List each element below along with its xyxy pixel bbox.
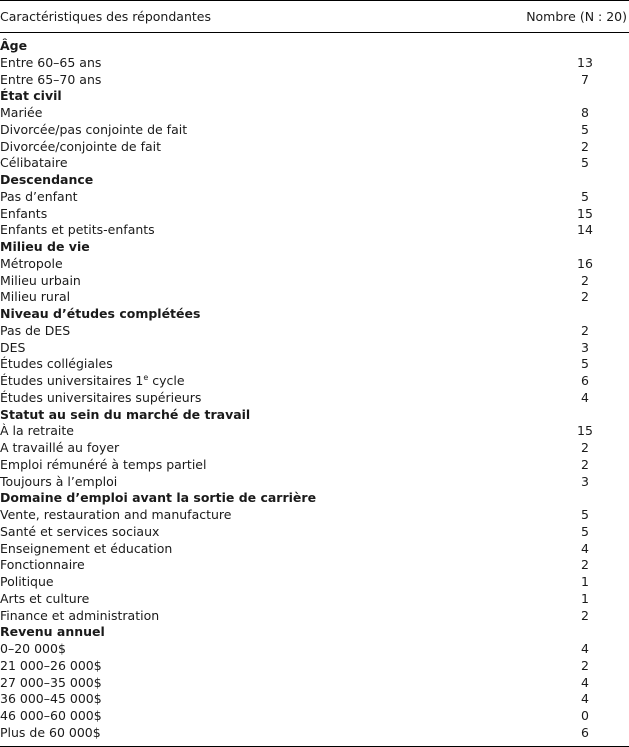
row-label-text: Entre 60–65 ans bbox=[0, 54, 102, 70]
row-value: 2 bbox=[581, 138, 589, 154]
row-label bbox=[0, 323, 70, 340]
row-label-text: DES bbox=[0, 339, 26, 355]
row-label bbox=[0, 574, 54, 591]
row-value: 4 bbox=[581, 540, 589, 556]
row-label bbox=[0, 340, 25, 357]
row-label-text: Études universitaires 1 bbox=[0, 373, 144, 388]
row-label bbox=[0, 708, 102, 725]
table-row bbox=[0, 323, 629, 340]
row-value: 16 bbox=[577, 255, 593, 271]
table-row bbox=[0, 524, 629, 541]
section-title-label: Niveau d’études complétées bbox=[0, 306, 201, 321]
section-title-label: Statut au sein du marché de travail bbox=[0, 406, 251, 422]
header-count: Nombre (N : 20) bbox=[526, 9, 627, 24]
row-label-text: Métropole bbox=[0, 255, 63, 271]
table-row bbox=[0, 457, 629, 474]
row-value: 5 bbox=[581, 523, 589, 539]
row-label bbox=[0, 608, 159, 625]
row-label-text: Vente, restauration and manufacture bbox=[0, 507, 232, 522]
row-value: 2 bbox=[581, 657, 589, 673]
row-label bbox=[0, 155, 68, 172]
row-value: 2 bbox=[581, 557, 589, 573]
row-label-text: 21 000–26 000$ bbox=[0, 657, 102, 673]
table-row bbox=[0, 122, 629, 139]
row-label-text: Enseignement et éducation bbox=[0, 540, 173, 556]
row-label bbox=[0, 273, 81, 290]
table-row bbox=[0, 708, 629, 725]
section-title bbox=[0, 306, 629, 323]
table-row bbox=[0, 390, 629, 407]
row-label bbox=[0, 122, 187, 139]
row-value: 7 bbox=[581, 71, 589, 87]
table-row bbox=[0, 474, 629, 491]
row-value: 4 bbox=[581, 389, 589, 405]
row-label-text: Entre 65–70 ans bbox=[0, 71, 102, 87]
row-value: 15 bbox=[577, 423, 593, 439]
row-label bbox=[0, 105, 42, 122]
row-label bbox=[0, 457, 206, 474]
row-value: 8 bbox=[581, 105, 589, 120]
table-row bbox=[0, 440, 629, 457]
table-row bbox=[0, 691, 629, 708]
row-label-text: Arts et culture bbox=[0, 590, 90, 606]
row-label-suffix: cycle bbox=[148, 373, 185, 388]
table-row bbox=[0, 507, 629, 524]
section-title bbox=[0, 407, 629, 424]
row-label-text: Milieu rural bbox=[0, 289, 71, 305]
table-row bbox=[0, 725, 629, 742]
table-row bbox=[0, 591, 629, 608]
row-label bbox=[0, 289, 70, 306]
row-label bbox=[0, 541, 172, 558]
table-row bbox=[0, 373, 629, 390]
row-value: 5 bbox=[581, 356, 589, 372]
bottom-rule bbox=[0, 746, 629, 747]
row-label-text: Enfants et petits-enfants bbox=[0, 222, 155, 238]
table-row bbox=[0, 189, 629, 206]
table-row bbox=[0, 289, 629, 306]
row-label bbox=[0, 206, 47, 223]
section-title-label: Milieu de vie bbox=[0, 239, 90, 254]
row-label-text: Divorcée/conjointe de fait bbox=[0, 138, 162, 154]
row-value: 5 bbox=[581, 188, 589, 204]
row-label bbox=[0, 423, 74, 440]
table-row bbox=[0, 356, 629, 373]
row-value: 5 bbox=[581, 121, 589, 137]
table-body bbox=[0, 33, 629, 742]
table-row bbox=[0, 658, 629, 675]
row-label-text: 27 000–35 000$ bbox=[0, 674, 102, 690]
section-title-label: Âge bbox=[0, 38, 28, 53]
row-label bbox=[0, 507, 231, 524]
table-row bbox=[0, 574, 629, 591]
row-value: 4 bbox=[581, 641, 589, 656]
row-label-text: Emploi rémunéré à temps partiel bbox=[0, 456, 207, 472]
row-value: 6 bbox=[581, 373, 589, 388]
row-label bbox=[0, 691, 102, 708]
table-row bbox=[0, 206, 629, 223]
row-value: 2 bbox=[581, 322, 589, 338]
row-value: 4 bbox=[581, 674, 589, 690]
table-row bbox=[0, 139, 629, 156]
row-label bbox=[0, 222, 155, 239]
row-label bbox=[0, 725, 101, 742]
row-value: 6 bbox=[581, 724, 589, 740]
table-row bbox=[0, 55, 629, 72]
row-label bbox=[0, 440, 119, 457]
row-label-text: 46 000–60 000$ bbox=[0, 708, 102, 723]
row-value: 2 bbox=[581, 456, 589, 472]
row-label-text: Célibataire bbox=[0, 155, 68, 171]
section-title-label: État civil bbox=[0, 88, 62, 104]
table-row bbox=[0, 608, 629, 625]
row-label-sup: e bbox=[143, 372, 149, 382]
row-label bbox=[0, 641, 66, 658]
section-title-label: Revenu annuel bbox=[0, 624, 105, 640]
section-title bbox=[0, 88, 629, 105]
table-row bbox=[0, 155, 629, 172]
row-label-text: Divorcée/pas conjointe de fait bbox=[0, 121, 188, 137]
row-label-text: Politique bbox=[0, 574, 54, 589]
row-value: 1 bbox=[581, 574, 589, 589]
row-label-text: Fonctionnaire bbox=[0, 557, 85, 573]
row-label bbox=[0, 557, 85, 574]
row-value: 2 bbox=[581, 607, 589, 623]
row-value: 2 bbox=[581, 440, 589, 455]
row-label-text: A travaillé au foyer bbox=[0, 440, 120, 455]
row-label-text: Mariée bbox=[0, 105, 43, 120]
row-label-text: Santé et services sociaux bbox=[0, 523, 160, 539]
section-title-label: Domaine d’emploi avant la sortie de carrière bbox=[0, 490, 317, 506]
row-label-text: Enfants bbox=[0, 205, 48, 221]
row-value: 1 bbox=[581, 590, 589, 606]
row-value: 4 bbox=[581, 691, 589, 707]
row-label-text: Études universitaires supérieurs bbox=[0, 389, 202, 405]
table-row bbox=[0, 557, 629, 574]
row-label bbox=[0, 72, 101, 89]
section-title bbox=[0, 490, 629, 507]
section-title bbox=[0, 172, 629, 189]
table-row bbox=[0, 222, 629, 239]
table-row bbox=[0, 273, 629, 290]
row-value: 15 bbox=[577, 205, 593, 221]
row-value: 0 bbox=[581, 708, 589, 723]
row-value: 13 bbox=[577, 54, 593, 70]
table-row bbox=[0, 105, 629, 122]
row-value: 5 bbox=[581, 155, 589, 171]
row-label-text: À la retraite bbox=[0, 423, 74, 439]
table-row bbox=[0, 675, 629, 692]
row-value: 3 bbox=[581, 339, 589, 355]
row-value: 14 bbox=[577, 222, 593, 238]
row-label bbox=[0, 474, 117, 491]
header-characteristics: Caractéristiques des répondantes bbox=[0, 9, 211, 24]
row-label-text: 0–20 000$ bbox=[0, 641, 66, 656]
row-label bbox=[0, 524, 159, 541]
row-label bbox=[0, 390, 201, 407]
row-label bbox=[0, 256, 63, 273]
row-label bbox=[0, 658, 102, 675]
section-title bbox=[0, 239, 629, 256]
section-title-label: Descendance bbox=[0, 172, 94, 187]
row-label bbox=[0, 55, 101, 72]
table-row bbox=[0, 340, 629, 357]
table-header bbox=[0, 1, 629, 32]
row-label-text: 36 000–45 000$ bbox=[0, 691, 102, 707]
section-title bbox=[0, 624, 629, 641]
table-row bbox=[0, 72, 629, 89]
row-label bbox=[0, 675, 102, 692]
row-label-text: Toujours à l’emploi bbox=[0, 473, 118, 489]
row-label-text: Pas de DES bbox=[0, 322, 71, 338]
row-value: 2 bbox=[581, 289, 589, 305]
row-label bbox=[0, 189, 78, 206]
row-label bbox=[0, 139, 161, 156]
row-label-text: Études collégiales bbox=[0, 356, 113, 372]
row-value: 2 bbox=[581, 272, 589, 288]
table-row bbox=[0, 256, 629, 273]
row-label-text: Finance et administration bbox=[0, 607, 160, 623]
section-title bbox=[0, 38, 629, 55]
row-label bbox=[0, 591, 89, 608]
row-label bbox=[0, 356, 113, 373]
table-row bbox=[0, 641, 629, 658]
table-row bbox=[0, 423, 629, 440]
row-value: 3 bbox=[581, 473, 589, 489]
row-label bbox=[0, 373, 185, 390]
row-label-text: Pas d’enfant bbox=[0, 188, 78, 204]
row-label-text: Plus de 60 000$ bbox=[0, 724, 101, 740]
table-row bbox=[0, 541, 629, 558]
row-label-text: Milieu urbain bbox=[0, 272, 81, 288]
row-value: 5 bbox=[581, 507, 589, 522]
